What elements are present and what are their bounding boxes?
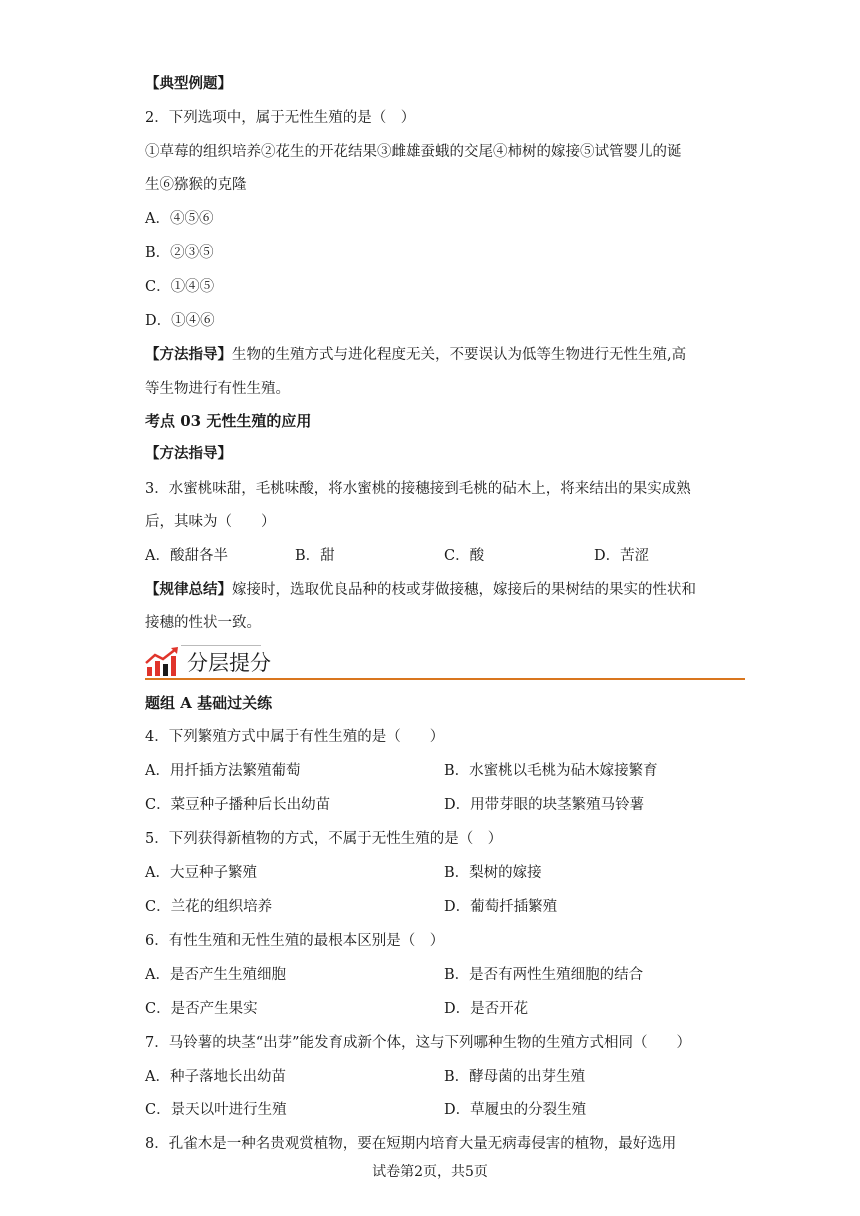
option-b: B．是否有两性生殖细胞的结合 [444, 967, 644, 983]
question-stem: 5．下列获得新植物的方式，不属于无性生殖的是（ ） [145, 831, 503, 847]
kaodian-heading: 考点 03 无性生殖的应用 [145, 412, 312, 430]
option-a: A．是否产生生殖细胞 [145, 967, 286, 983]
question-stem: 3．水蜜桃味甜，毛桃味酸，将水蜜桃的接穗接到毛桃的砧木上，将来结出的果实成熟 [145, 481, 691, 497]
option-a: A．用扦插方法繁殖葡萄 [145, 763, 301, 779]
option-d: D．苦涩 [594, 548, 650, 564]
question-stem-line: ①草莓的组织培养②花生的开花结果③雌雄蚕蛾的交尾④柿树的嫁接⑤试管婴儿的诞 [145, 144, 682, 160]
option-b: B．水蜜桃以毛桃为砧木嫁接繁育 [444, 763, 658, 779]
note-text: 嫁接时，选取优良品种的枝或芽做接穗，嫁接后的果树结的果实的性状和 [232, 582, 696, 598]
note-line: 等生物进行有性生殖。 [145, 381, 290, 397]
growth-chart-icon [145, 647, 179, 677]
option-a: A．④⑤⑥ [145, 211, 214, 227]
heading-method: 【方法指导】 [145, 445, 232, 462]
banner-top-rule [181, 645, 261, 646]
option-b: B．梨树的嫁接 [444, 865, 542, 881]
option-c: C．是否产生果实 [145, 1001, 258, 1017]
option-b: B．②③⑤ [145, 245, 214, 261]
heading-typical-examples: 【典型例题】 [145, 75, 232, 92]
option-d: D．草履虫的分裂生殖 [444, 1102, 587, 1118]
question-stem: 2．下列选项中，属于无性生殖的是（ ） [145, 110, 416, 126]
banner-title: 分层提分 [187, 651, 271, 675]
option-b: B．酵母菌的出芽生殖 [444, 1069, 586, 1085]
note-text: 生物的生殖方式与进化程度无关，不要误认为低等生物进行无性生殖,高 [232, 347, 687, 363]
note-line [145, 345, 686, 365]
option-d: D．是否开花 [444, 1001, 529, 1017]
option-a: A．酸甜各半 [145, 548, 228, 564]
option-c: C．酸 [444, 548, 485, 564]
option-a: A．种子落地长出幼苗 [145, 1069, 286, 1085]
banner-rule [145, 678, 745, 680]
option-c: C．①④⑤ [145, 279, 215, 295]
question-stem: 4．下列繁殖方式中属于有性生殖的是（ ） [145, 729, 445, 745]
question-stem: 6．有性生殖和无性生殖的最根本区别是（ ） [145, 933, 445, 949]
group-a-heading: 题组 A 基础过关练 [145, 694, 273, 712]
section-banner [145, 645, 745, 685]
question-stem-line: 生⑥猕猴的克隆 [145, 177, 247, 193]
question-stem: 8．孔雀木是一种名贵观赏植物，要在短期内培育大量无病毒侵害的植物，最好选用 [145, 1136, 677, 1152]
note-line [145, 580, 696, 600]
option-c: C．景天以叶进行生殖 [145, 1102, 287, 1118]
note-line: 接穗的性状一致。 [145, 615, 261, 631]
option-a: A．大豆种子繁殖 [145, 865, 257, 881]
page-footer: 试卷第2页，共5页 [372, 1164, 488, 1180]
option-c: C．兰花的组织培养 [145, 899, 273, 915]
option-d: D．用带芽眼的块茎繁殖马铃薯 [444, 797, 645, 813]
option-c: C．菜豆种子播种后长出幼苗 [145, 797, 331, 813]
question-stem-line: 后，其味为（ ） [145, 514, 276, 530]
option-d: D．葡萄扦插繁殖 [444, 899, 558, 915]
option-b: B．甜 [295, 548, 335, 564]
question-stem: 7．马铃薯的块茎“出芽”能发育成新个体，这与下列哪种生物的生殖方式相同（ ） [145, 1035, 692, 1051]
option-d: D．①④⑥ [145, 313, 215, 329]
note-label: 【方法指导】 [145, 346, 232, 363]
note-label: 【规律总结】 [145, 581, 232, 598]
